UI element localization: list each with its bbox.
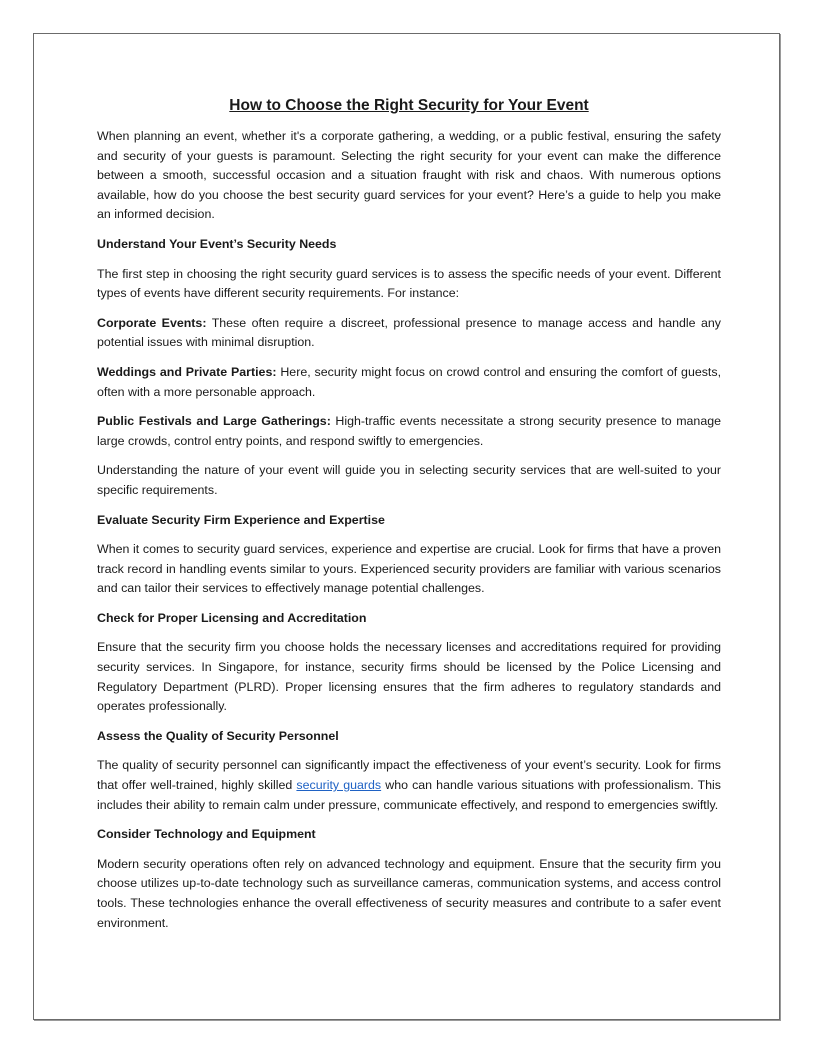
paragraph-corporate-events: [97, 314, 721, 353]
label-weddings: Weddings and Private Parties:: [97, 364, 277, 379]
paragraph-weddings: [97, 363, 721, 402]
paragraph-technology: Modern security operations often rely on advanced technology and equipment. Ensure that the security firm you choose utilizes up-to-date technology such as surveillance cameras, communication systems, and access control tools. These technologies enhance the overall effectiveness of security measures and contribute to a safer event environment.: [97, 856, 721, 930]
page-title: How to Choose the Right Security for Your Event: [229, 97, 589, 114]
section-heading-security-needs: Understand Your Event’s Security Needs: [97, 236, 337, 251]
paragraph-understanding: Understanding the nature of your event will guide you in selecting security services that are well-suited to your specific requirements.: [97, 463, 721, 497]
intro-paragraph: When planning an event, whether it's a corporate gathering, a wedding, or a public festival, ensuring the safety and security of your guests is paramount. Selecting the right security for your event can make the difference between a smooth, successful occasion and a situation fraught with risk and chaos. With numerous options available, how do you choose the best security guard services for your event? Here’s a guide to help you make an informed decision.: [97, 129, 721, 222]
paragraph-experience: When it comes to security guard services, experience and expertise are crucial. Look for firms that have a proven track record in handling events similar to yours. Experienced security providers are familiar with various scenarios and can tailor their services to effectively manage potential challenges.: [97, 542, 721, 596]
document-body: [97, 96, 721, 943]
paragraph-security-needs: The first step in choosing the right security guard services is to assess the specific needs of your event. Different types of events have different security requirements. For instance:: [97, 266, 721, 301]
security-guards-link[interactable]: security guards: [296, 778, 382, 793]
section-heading-technology: Consider Technology and Equipment: [97, 827, 316, 842]
section-heading-licensing: Check for Proper Licensing and Accreditation: [97, 610, 367, 625]
text-weddings: Here, security might focus on crowd control and ensuring the comfort of guests, often with a more personable approach.: [97, 364, 722, 399]
text-personnel-before: The quality of security personnel can significantly impact the effectiveness of your event’s security. Look for firms that offer well-trained, highly skilled: [97, 758, 721, 793]
section-heading-personnel: Assess the Quality of Security Personnel: [97, 728, 339, 743]
text-personnel-after: who can handle various situations with professionalism. This includes their ability to remain calm under pressure, communicate effectively, and respond to emergencies swiftly.: [97, 778, 721, 812]
label-public-festivals: Public Festivals and Large Gatherings:: [97, 414, 331, 429]
document-page: [33, 33, 780, 1020]
paragraph-public-festivals: [97, 412, 721, 451]
paragraph-personnel: [97, 756, 721, 815]
text-corporate-events: These often require a discreet, professional presence to manage access and handle any potential issues with minimal disruption.: [97, 315, 721, 350]
text-public-festivals: High-traffic events necessitate a strong security presence to manage large crowds, control entry points, and respond swiftly to emergencies.: [97, 414, 721, 448]
section-heading-experience: Evaluate Security Firm Experience and Expertise: [97, 512, 385, 527]
paragraph-licensing: Ensure that the security firm you choose holds the necessary licenses and accreditations required for providing security services. In Singapore, for instance, security firms should be licensed by the Police Licensing and Regulatory Department (PLRD). Proper licensing ensures that the firm adheres to regulatory standards and operates professionally.: [97, 640, 721, 714]
label-corporate-events: Corporate Events:: [97, 315, 207, 330]
